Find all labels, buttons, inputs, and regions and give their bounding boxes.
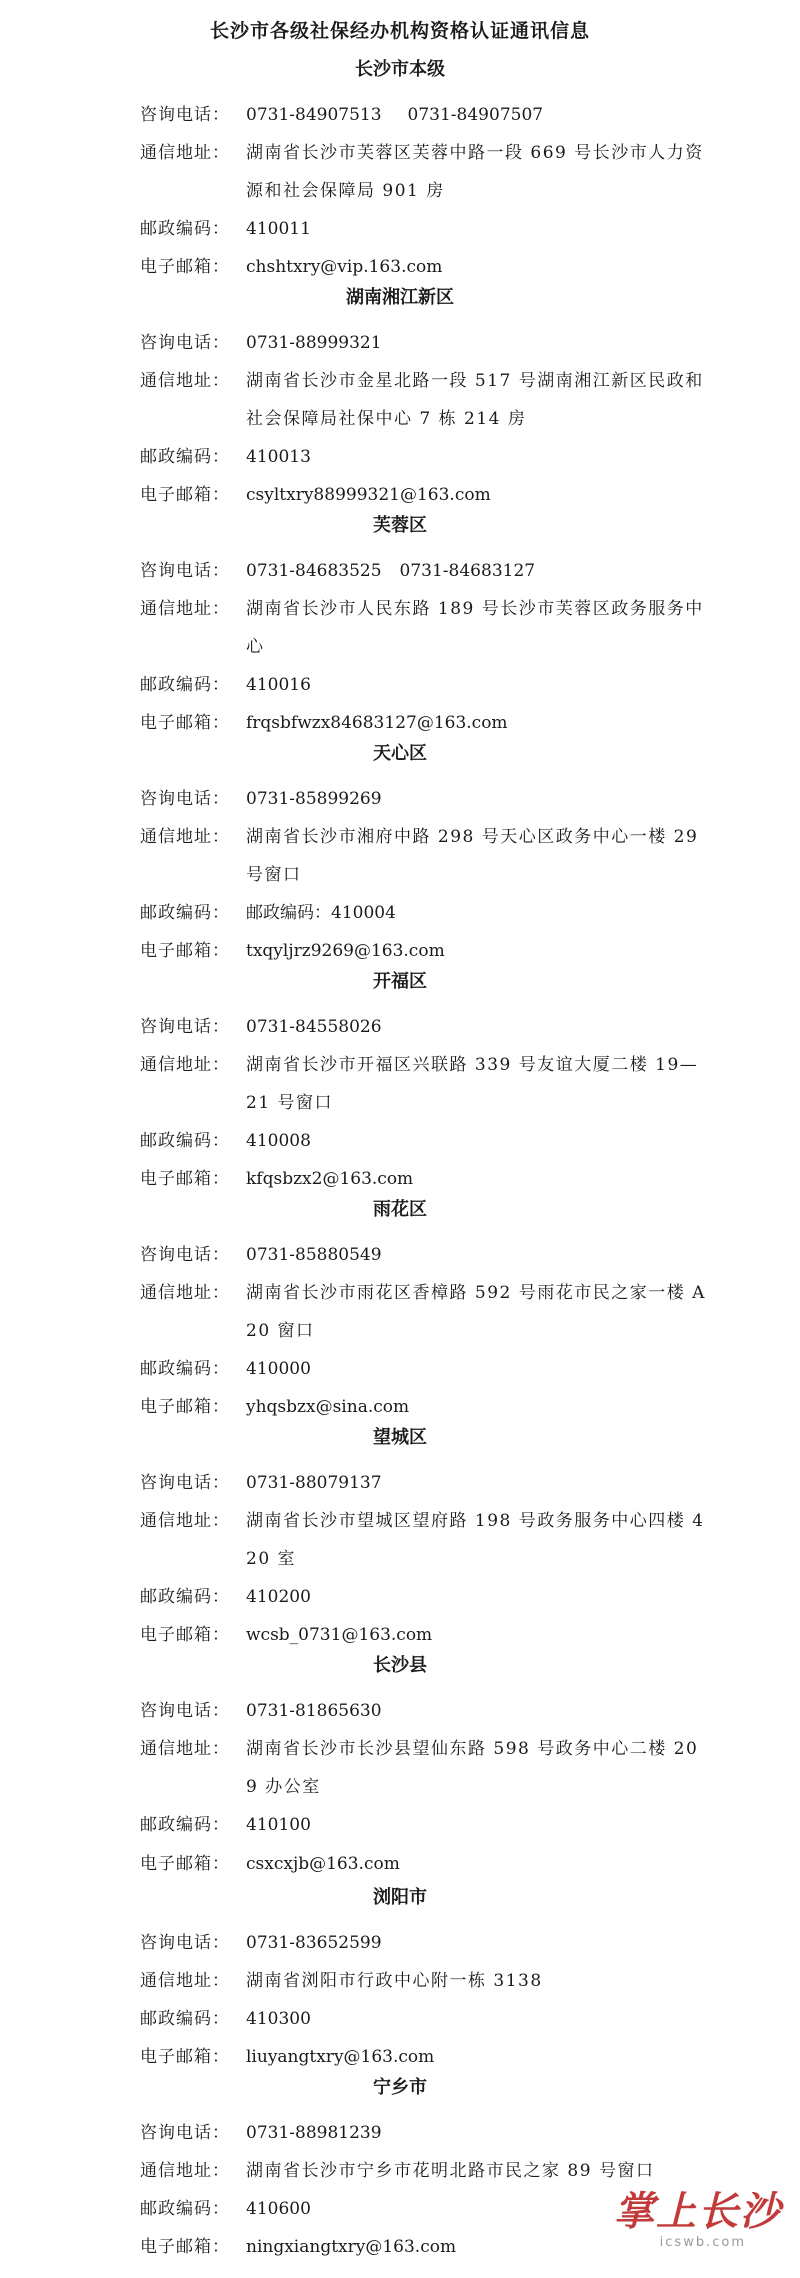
address-label: 通信地址： (140, 2161, 230, 2181)
address-row (140, 1730, 720, 1806)
address-value: 湖南省长沙市长沙县望仙东路 598 号政务中心二楼 209 办公室 (246, 1739, 699, 1797)
phone-row (140, 1924, 720, 1962)
address-value: 湖南省长沙市开福区兴联路 339 号友谊大厦二楼 19—21 号窗口 (246, 1055, 699, 1113)
address-row (140, 1274, 720, 1350)
section-changsha-county (140, 1654, 720, 1884)
postcode-value: 410008 (246, 1131, 311, 1151)
phone-value: 0731-81865630 (246, 1701, 382, 1721)
postcode-label: 邮政编码： (140, 447, 230, 467)
phone-value (246, 552, 706, 590)
email-label: 电子邮箱： (140, 1397, 230, 1417)
email-value[interactable]: yhqsbzx@sina.com (246, 1397, 410, 1417)
postcode-label: 邮政编码： (140, 219, 230, 239)
phone-label: 咨询电话： (140, 1933, 230, 1953)
phone-label: 咨询电话： (140, 105, 230, 125)
section-title: 长沙县 (373, 1655, 427, 1676)
section-yuhua-district (140, 1198, 720, 1426)
address-row (140, 362, 720, 438)
phone-label: 咨询电话： (140, 561, 230, 581)
email-value[interactable]: txqyljrz9269@163.com (246, 941, 445, 961)
address-value: 湖南省长沙市宁乡市花明北路市民之家 89 号窗口 (246, 2161, 655, 2181)
postcode-label: 邮政编码： (140, 675, 230, 695)
postcode-label: 邮政编码： (140, 1815, 230, 1835)
email-value[interactable]: csyltxry88999321@163.com (246, 485, 491, 505)
phone-number: 0731-84683525 (246, 561, 382, 581)
email-row (140, 1160, 720, 1198)
email-value[interactable]: frqsbfwzx84683127@163.com (246, 713, 508, 733)
phone-label: 咨询电话： (140, 789, 230, 809)
email-row (140, 1388, 720, 1426)
email-label: 电子邮箱： (140, 257, 230, 277)
phone-row (140, 780, 720, 818)
email-label: 电子邮箱： (140, 713, 230, 733)
section-title: 雨花区 (373, 1199, 427, 1220)
postcode-row (140, 894, 720, 932)
phone-row (140, 1464, 720, 1502)
address-value: 湖南省长沙市望城区望府路 198 号政务服务中心四楼 420 室 (246, 1511, 705, 1569)
phone-number-2: 0731-84683127 (399, 561, 536, 581)
document-title: 长沙市各级社保经办机构资格认证通讯信息 (209, 20, 590, 42)
section-liuyang-city (140, 1886, 720, 2076)
address-value: 湖南省长沙市湘府中路 298 号天心区政务中心一楼 29 号窗口 (246, 827, 699, 885)
email-value[interactable]: wcsb_0731@163.com (246, 1625, 433, 1645)
address-label: 通信地址： (140, 371, 230, 391)
email-value[interactable]: ningxiangtxry@163.com (246, 2237, 457, 2257)
email-row (140, 932, 720, 970)
postcode-label: 邮政编码： (140, 1359, 230, 1379)
phone-value: 0731-88079137 (246, 1473, 382, 1493)
section-title: 长沙市本级 (355, 59, 445, 80)
phone-value (246, 96, 706, 134)
address-label: 通信地址： (140, 1971, 230, 1991)
address-value: 湖南省长沙市芙蓉区芙蓉中路一段 669 号长沙市人力资源和社会保障局 901 房 (246, 143, 704, 201)
phone-number-2: 0731-84907507 (407, 105, 544, 125)
address-label: 通信地址： (140, 827, 230, 847)
phone-row (140, 552, 720, 590)
address-value: 湖南省长沙市人民东路 189 号长沙市芙蓉区政务服务中心 (246, 599, 704, 657)
postcode-row (140, 1350, 720, 1388)
email-row (140, 2038, 720, 2076)
email-label: 电子邮箱： (140, 2047, 230, 2067)
phone-value: 0731-85880549 (246, 1245, 382, 1265)
section-title: 开福区 (373, 971, 427, 992)
address-value: 湖南省长沙市金星北路一段 517 号湖南湘江新区民政和社会保障局社保中心 7 栋 214 房 (246, 371, 704, 429)
email-value[interactable]: csxcxjb@163.com (246, 1854, 400, 1874)
email-value[interactable]: chshtxry@vip.163.com (246, 257, 443, 277)
address-row (140, 590, 720, 666)
address-label: 通信地址： (140, 1055, 230, 1075)
address-label: 通信地址： (140, 143, 230, 163)
postcode-value: 410600 (246, 2199, 311, 2219)
email-label: 电子邮箱： (140, 1625, 230, 1645)
postcode-label: 邮政编码： (140, 2199, 230, 2219)
email-row (140, 704, 720, 742)
postcode-row (140, 1578, 720, 1616)
email-label: 电子邮箱： (140, 485, 230, 505)
phone-row (140, 1692, 720, 1730)
postcode-value: 410300 (246, 2009, 311, 2029)
phone-row (140, 96, 720, 134)
phone-row (140, 1236, 720, 1274)
postcode-value: 410000 (246, 1359, 311, 1379)
phone-value: 0731-88999321 (246, 333, 382, 353)
postcode-row (140, 1122, 720, 1160)
postcode-row (140, 210, 720, 248)
section-xiangjiang-new-area (140, 286, 720, 514)
phone-row (140, 1008, 720, 1046)
section-furong-district (140, 514, 720, 742)
phone-value: 0731-84558026 (246, 1017, 382, 1037)
email-value[interactable]: kfqsbzx2@163.com (246, 1169, 414, 1189)
address-row (140, 1502, 720, 1578)
phone-value: 0731-85899269 (246, 789, 382, 809)
section-title: 湖南湘江新区 (346, 287, 454, 308)
address-row (140, 818, 720, 894)
postcode-row (140, 1806, 720, 1844)
phone-number: 0731-84907513 (246, 105, 382, 125)
email-row (140, 248, 720, 286)
phone-value: 0731-83652599 (246, 1933, 382, 1953)
section-title: 浏阳市 (373, 1887, 427, 1908)
postcode-value: 410013 (246, 447, 311, 467)
address-row (140, 1046, 720, 1122)
postcode-value: 410200 (246, 1587, 311, 1607)
email-label: 电子邮箱： (140, 1854, 230, 1874)
section-tianxin-district (140, 742, 720, 970)
section-changsha-city (140, 58, 720, 286)
phone-label: 咨询电话： (140, 1017, 230, 1037)
address-label: 通信地址： (140, 1511, 230, 1531)
email-label: 电子邮箱： (140, 941, 230, 961)
phone-label: 咨询电话： (140, 1701, 230, 1721)
postcode-value: 邮政编码：410004 (246, 903, 396, 923)
postcode-label: 邮政编码： (140, 903, 230, 923)
postcode-label: 邮政编码： (140, 1587, 230, 1607)
address-value: 湖南省长沙市雨花区香樟路 592 号雨花市民之家一楼 A20 窗口 (246, 1283, 706, 1341)
email-value[interactable]: liuyangtxry@163.com (246, 2047, 435, 2067)
watermark-logo (592, 2190, 782, 2250)
email-row (140, 1844, 720, 1884)
watermark-site-text: icswb.com (659, 2235, 746, 2250)
address-label: 通信地址： (140, 599, 230, 619)
phone-value: 0731-88981239 (246, 2123, 382, 2143)
phone-label: 咨询电话： (140, 2123, 230, 2143)
phone-label: 咨询电话： (140, 1245, 230, 1265)
phone-label: 咨询电话： (140, 1473, 230, 1493)
address-value: 湖南省浏阳市行政中心附一栋 3138 (246, 1971, 543, 1991)
section-wangcheng-district (140, 1426, 720, 1654)
address-row (140, 134, 720, 210)
watermark-brand-text: 掌上长沙 (614, 2189, 782, 2235)
phone-row (140, 324, 720, 362)
section-title: 望城区 (373, 1427, 427, 1448)
email-row (140, 476, 720, 514)
section-title: 宁乡市 (373, 2077, 427, 2098)
postcode-value: 410100 (246, 1815, 311, 1835)
postcode-label: 邮政编码： (140, 1131, 230, 1151)
address-row (140, 1962, 720, 2000)
email-row (140, 1616, 720, 1654)
address-row (140, 2152, 720, 2190)
postcode-row (140, 438, 720, 476)
postcode-value: 410011 (246, 219, 311, 239)
postcode-label: 邮政编码： (140, 2009, 230, 2029)
postcode-value: 410016 (246, 675, 311, 695)
email-label: 电子邮箱： (140, 1169, 230, 1189)
postcode-row (140, 2000, 720, 2038)
phone-label: 咨询电话： (140, 333, 230, 353)
address-label: 通信地址： (140, 1283, 230, 1303)
section-title: 天心区 (373, 743, 427, 764)
email-label: 电子邮箱： (140, 2237, 230, 2257)
phone-row (140, 2114, 720, 2152)
section-title: 芙蓉区 (373, 515, 427, 536)
address-label: 通信地址： (140, 1739, 230, 1759)
section-kaifu-district (140, 970, 720, 1198)
postcode-row (140, 666, 720, 704)
